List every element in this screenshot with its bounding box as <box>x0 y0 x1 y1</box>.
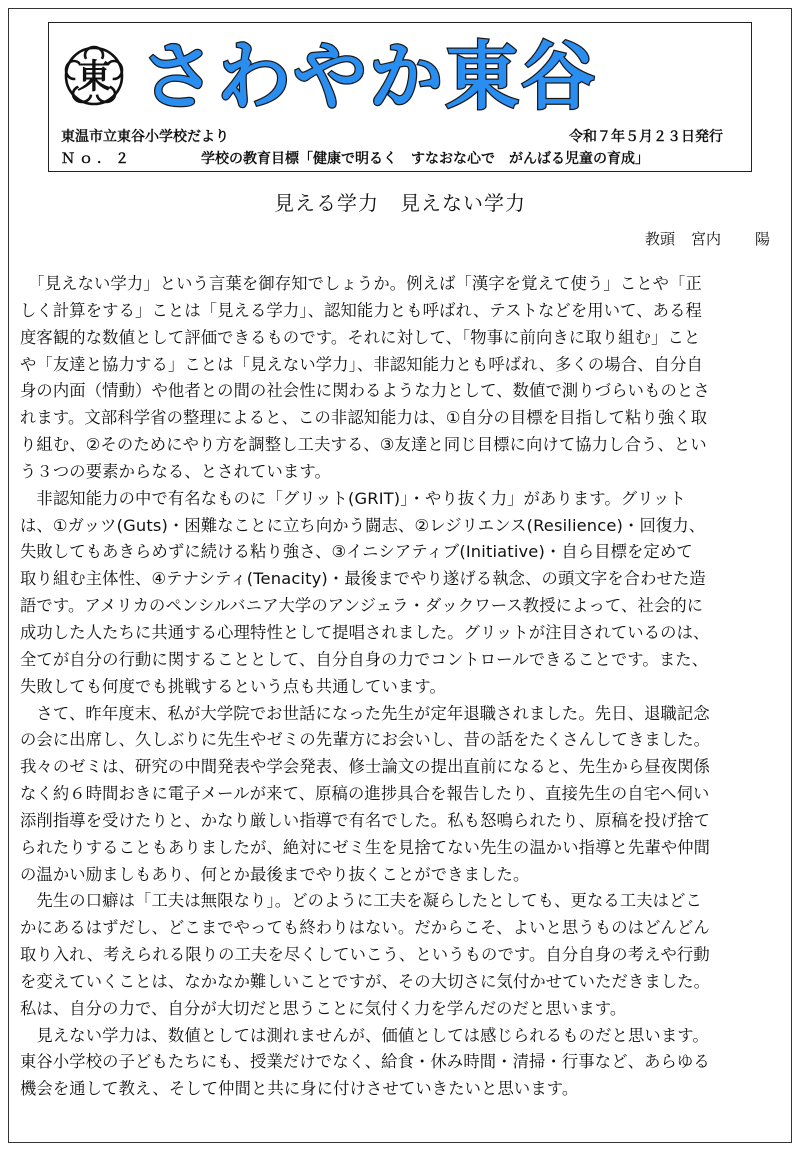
body-line: 取り組む主体性、④テナシティ(Tenacity)・最後までやり遂げる執念、の頭文字を合わせた造 <box>20 569 706 589</box>
body-line: や「友達と協力する」ことは「見えない学力」、非認知能力とも呼ばれ、多くの場合、自分自 <box>20 354 703 374</box>
school-emblem-icon <box>61 43 127 109</box>
body-line: なく約６時間おきに電子メールが来て、原稿の進捗具合を報告したり、直接先生の自宅へ伺い <box>20 784 710 804</box>
masthead <box>48 22 752 172</box>
article-title: 見える学力 見えない学力 <box>274 191 526 215</box>
author-given-name: 陽 <box>754 230 770 248</box>
body-line: 失敗してもあきらめずに続ける粘り強さ、③イニシアティブ(Initiative)・自ら目標を定めて <box>20 542 693 562</box>
body-line: 取り入れ、考えられる限りの工夫を尽くしていこう、というものです。自分自身の考えや行動 <box>20 945 710 965</box>
issue-date: 令和７年５月２３日発行 <box>569 129 723 145</box>
body-line: 見えない学力は、数値としては測れませんが、価値としては感じられるものだと思います。 <box>20 1025 709 1045</box>
body-line: 私は、自分の力で、自分が大切だと思うことに気付く力を学んだのだと思います。 <box>20 998 627 1018</box>
body-line: 度客観的な数値として評価できるものです。それに対して、「物事に前向きに取り組む」こと <box>20 327 701 347</box>
masthead-info-row-2 <box>61 149 723 169</box>
body-line: の会に出席し、久しぶりに先生やゼミの先輩方にお会いし、昔の話をたくさんしてきました。 <box>20 730 711 750</box>
body-line: り組む、②そのためにやり方を調整し工夫する、③友達と同じ目標に向けて協力し合う、とい <box>20 435 707 455</box>
author-role: 教頭 <box>644 230 675 248</box>
body-line: 成功した人たちに共通する心理特性として提唱されました。グリットが注目されているのは、 <box>20 622 710 642</box>
body-line: さて、昨年度末、私が大学院でお世話になった先生が定年退職されました。先日、退職記念 <box>20 703 710 723</box>
body-line: は、①ガッツ(Guts)・困難なことに立ち向かう闘志、②レジリエンス(Resilience)・回復力、 <box>20 515 706 535</box>
body-line: られたりすることもありましたが、絶対にゼミ生を見捨てない先生の温かい指導と先輩や仲間 <box>20 837 711 857</box>
body-line: れます。文部科学省の整理によると、この非認知能力は、①自分の目標を目指して粘り強く取 <box>20 408 708 428</box>
masthead-info-row-1 <box>61 127 723 147</box>
body-line: 語です。アメリカのペンシルバニア大学のアンジェラ・ダックワース教授によって、社会的に <box>20 596 704 616</box>
body-line: 全てが自分の行動に関することとして、自分自身の力でコントロールできることです。また、 <box>20 649 709 669</box>
body-line: の温かい励ましもあり、何とか最後までやり抜くことができました。 <box>20 864 530 884</box>
issue-number: Ｎｏ．２ <box>61 151 133 167</box>
author-family-name: 宮内 <box>690 230 721 248</box>
body-line: 添削指導を受けたりと、かなり厳しい指導で有名でした。私も怒鳴られたり、原稿を投げ捨て <box>20 810 711 830</box>
body-line: を変えていくことは、なかなか難しいことですが、その大切さに気付かせていただきました。 <box>20 971 711 991</box>
body-line: 我々のゼミは、研究の中間発表や学会発表、修士論文の提出直前になると、先生から昼夜関係 <box>20 757 711 777</box>
article-body <box>20 271 786 1103</box>
body-line: う３つの要素からなる、とされています。 <box>20 461 331 481</box>
body-line: 先生の口癖は「工夫は無限なり」。どのように工夫を凝らしたとしても、更なる工夫はどこ <box>20 891 702 911</box>
author-byline <box>629 228 770 250</box>
emblem-character: 東 <box>77 57 111 97</box>
body-line: 機会を通して教え、そして仲間と共に身に付けさせていきたいと思います。 <box>20 1079 579 1099</box>
school-goal: 学校の教育目標「健康で明るく すなおな心で がんばる児童の育成」 <box>201 151 649 167</box>
body-line: しく計算をする」ことは「見える学力」、認知能力とも呼ばれ、テストなどを用いて、ある程 <box>20 300 702 320</box>
school-newsletter-name: 東温市立東谷小学校だより <box>61 129 229 145</box>
body-line: 非認知能力の中で有名なものに「グリット(GRIT)」・やり抜く力」があります。グリット <box>20 488 686 508</box>
newsletter-title: さわやか東谷 <box>141 34 597 120</box>
body-line: 東谷小学校の子どもたちにも、授業だけでなく、給食・休み時間・清掃・行事など、あらゆる <box>20 1052 710 1072</box>
body-line: 失敗しても何度でも挑戦するという点も共通しています。 <box>20 676 446 696</box>
body-line: かにあるはずだし、どこまでやっても終わりはない。だからこそ、よいと思うものはどんどん <box>20 918 710 938</box>
body-line: 「見えない学力」という言葉を御存知でしょうか。例えば「漢字を覚えて使う」ことや「正 <box>20 274 702 293</box>
body-line: 身の内面（情動）や他者との間の社会性に関わるような力として、数値で測りづらいものとさ <box>20 381 710 401</box>
